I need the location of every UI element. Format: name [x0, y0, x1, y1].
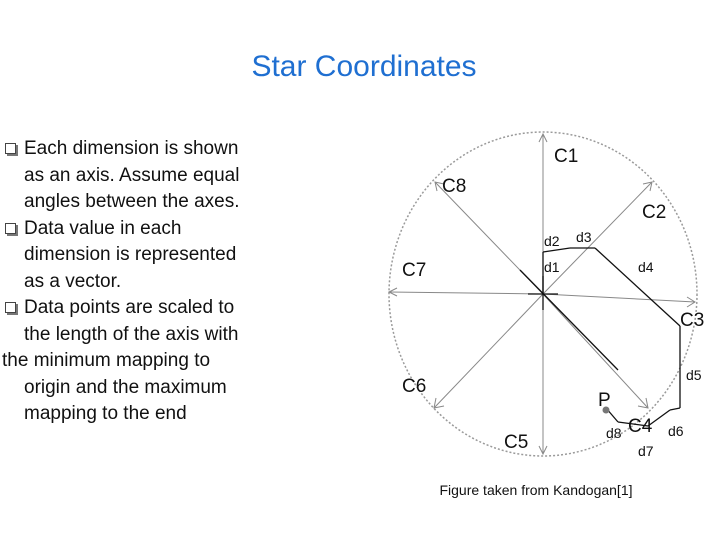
bullet-item-axes	[2, 136, 362, 216]
continuation-line: mapping to the end	[24, 403, 187, 424]
bullet-item-vector	[2, 216, 362, 296]
bullet-continuation	[2, 348, 362, 428]
bullet-line: the length of the axis with	[24, 323, 239, 345]
vector-label-d5: d5	[686, 367, 702, 383]
bullet-list	[2, 136, 362, 428]
axis-line-c3	[543, 294, 695, 302]
checkbox-bullet-icon	[5, 143, 16, 154]
axis-label-c5: C5	[504, 432, 529, 453]
axis-line-c6	[434, 294, 543, 408]
vector-label-d7: d7	[638, 443, 654, 459]
bullet-line: Each dimension is shown	[24, 138, 239, 159]
axis-label-c1: C1	[554, 146, 579, 167]
bullet-line: dimension is represented	[24, 244, 237, 265]
axis-label-c8: C8	[442, 176, 467, 197]
axis-label-c6: C6	[402, 376, 427, 397]
axis-label-c7: C7	[402, 260, 427, 281]
bullet-line: Data value in each	[24, 217, 182, 239]
vector-label-d4: d4	[638, 259, 654, 275]
point-label-p: P	[598, 390, 611, 411]
axis-label-c2: C2	[642, 202, 667, 223]
checkbox-bullet-icon	[5, 302, 16, 313]
axis-labels	[402, 146, 704, 453]
axis-line-c4	[543, 294, 648, 408]
axis-label-c4: C4	[628, 416, 653, 437]
vector-diagonal	[520, 270, 618, 370]
vector-label-d2: d2	[544, 233, 560, 249]
vector-label-d8: d8	[606, 425, 622, 441]
vector-label-d6: d6	[668, 423, 684, 439]
slide-title: Star Coordinates	[251, 50, 477, 83]
figure-caption: Figure taken from Kandogan[1]	[439, 482, 633, 498]
bullet-line: as a vector.	[24, 270, 122, 292]
vector-label-d3: d3	[576, 229, 592, 245]
vector-label-d1: d1	[544, 259, 560, 275]
continuation-line: the minimum mapping to	[2, 350, 211, 371]
star-coordinates-diagram	[380, 130, 710, 470]
bullet-item-scaling	[2, 295, 362, 348]
bullet-line: Data points are scaled to	[24, 297, 235, 318]
axis-label-c3: C3	[680, 310, 705, 331]
vector-segment	[670, 408, 680, 410]
axis-line-c7	[389, 292, 543, 294]
bullet-line: angles between the axes.	[24, 191, 240, 212]
continuation-line: origin and the maximum	[24, 376, 227, 398]
checkbox-bullet-icon	[5, 223, 16, 234]
vector-labels	[544, 229, 705, 459]
bullet-line: as an axis. Assume equal	[24, 164, 240, 186]
